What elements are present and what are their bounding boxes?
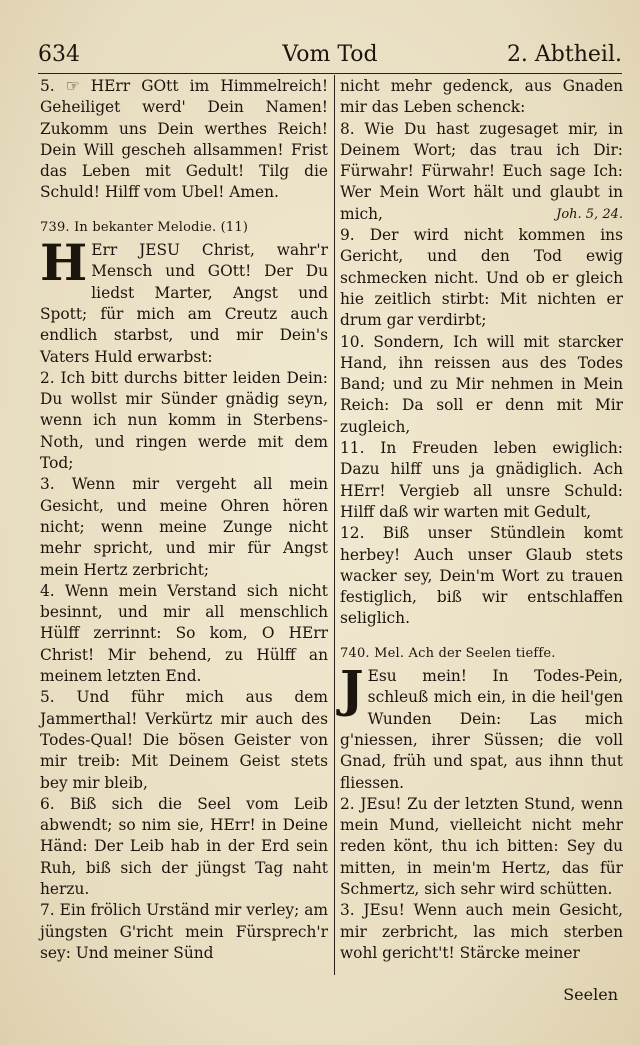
hymn-740-stanza-1 xyxy=(340,659,623,794)
hymn-739-stanza-8 xyxy=(340,119,623,225)
running-title: Vom Tod xyxy=(282,42,378,67)
hymn-740-stanza-3: 3. JEsu! Wenn auch mein Gesicht, mir zerbricht, las mich sterben wohl gericht't! Stärcke meiner xyxy=(340,901,623,962)
hymn-739-stanza-11: 11. In Freuden leben ewiglich: Dazu hilff uns ja gnädiglich. Ach HErr! Vergieb all unsre Schuld: Hilff daß wir warten mit Gedult, xyxy=(340,439,623,521)
hymn-739-stanza-5: 5. Und führ mich aus dem Jammerthal! Verkürtz mir auch des Todes-Qual! Die bösen Geister von mir treib: Mit Deinem Geist stets bey mir bleib, xyxy=(40,688,328,792)
catchword: Seelen xyxy=(563,985,618,1004)
page-number: 634 xyxy=(38,42,80,67)
header-rule xyxy=(38,73,622,74)
hymn-739-stanza-10: 10. Sondern, Ich will mit starcker Hand, ihn reissen aus des Todes Band; und zu Mir nehmen in Mein Reich: Da soll er denn mit Mir zugleich, xyxy=(340,332,623,436)
stanza-5-prev-hymn: 5. ☞ HErr GOtt im Himmelreich! Geheiliget werd' Dein Namen! Zukomm uns Dein werthes Reich! Dein Will gescheh allsammen! Frist das Leben mit Gedult! Tilg die Schuld! Hilff vom Ubel! Amen. xyxy=(40,77,328,202)
hymn-739-stanza-6: 6. Biß sich die Seel vom Leib abwendt; so nim sie, HErr! in Deine Händ: Der Leib hab in der Erd sein Ruh, biß sich der jüngst Tag naht herzu. xyxy=(40,794,328,898)
stanza-text: 8. Wie Du hast zugesaget mir, in Deinem Wort; das trau ich Dir: Fürwahr! Fürwahr! Euch sage Ich: Wer Mein Wort hält und glaubt in mich, xyxy=(340,119,623,223)
stanza-text: Esu mein! In Todes-Pein, schleuß mich ein, in die heil'gen Wunden Dein: Las mich g'niessen, ihrer Süssen; die voll Gnad, früh und spat, aus ihnn thut fliessen. xyxy=(340,667,623,792)
scripture-reference: Joh. 5, 24. xyxy=(556,206,623,222)
column-divider xyxy=(334,75,335,975)
hymn-740-heading: 740. Mel. Ach der Seelen tieffe. xyxy=(340,645,556,661)
hymn-739-stanza-12: 12. Biß unser Stündlein komt herbey! Auch unser Glaub stets wacker sey, Dein'm Wort zu trauen festiglich, biß wir entschlaffen seliglich. xyxy=(340,524,623,628)
drop-cap: H xyxy=(40,233,88,293)
hymn-739-stanza-3: 3. Wenn mir vergeht all mein Gesicht, und meine Ohren hören nicht; wenn meine Zunge nicht mehr spricht, und mir für Angst mein Hertz zerbricht; xyxy=(40,475,328,579)
left-column xyxy=(40,76,328,964)
hymn-739-stanza-7: 7. Ein frölich Urständ mir verley; am jüngsten G'richt mein Fürsprech'r sey: Und meiner Sünd xyxy=(40,901,328,962)
hymn-739-stanza-7-cont: nicht mehr gedenck, aus Gnaden mir das Leben schenck: xyxy=(340,77,623,117)
hymn-739-stanza-2: 2. Ich bitt durchs bitter leiden Dein: Du wollst mir Sünder gnädig seyn, wenn ich nun komm in Sterbens-Noth, und ringen werde mit dem Tod; xyxy=(40,368,328,473)
hymn-739-stanza-4: 4. Wenn mein Verstand sich nicht besinnt, und mir all menschlich Hülff zerrinnt: So kom, O HErr Christ! Mir behend, zu Hülff an meinem letzten End. xyxy=(40,581,328,686)
page-header xyxy=(38,38,622,72)
stanza-text: Err JESU Christ, wahr'r Mensch und GOtt! Der Du liedst Marter, Angst und Spott; für mich am Creutz auch endlich starbst, und mir Dein's Vaters Huld erwarbst: xyxy=(40,241,328,366)
section-label: 2. Abtheil. xyxy=(506,42,622,67)
hymn-740-stanza-2: 2. JEsu! Zu der letzten Stund, wenn mein Mund, vielleicht nicht mehr reden könt, thu ich bitten: Sey du mitten, in mein'm Hertz, das für Schmertz, sich sehr wird schütten. xyxy=(340,794,623,898)
drop-cap: J xyxy=(340,659,364,719)
right-column xyxy=(340,76,623,964)
hymn-739-heading: 739. In bekanter Melodie. (11) xyxy=(40,219,249,235)
hymn-739-stanza-9: 9. Der wird nicht kommen ins Gericht, und den Tod ewig schmecken nicht. Und ob er gleich hie zeitlich stirbt: Mit nichten er drum gar verdirbt; xyxy=(340,226,623,330)
hymn-739-stanza-1 xyxy=(40,233,328,368)
